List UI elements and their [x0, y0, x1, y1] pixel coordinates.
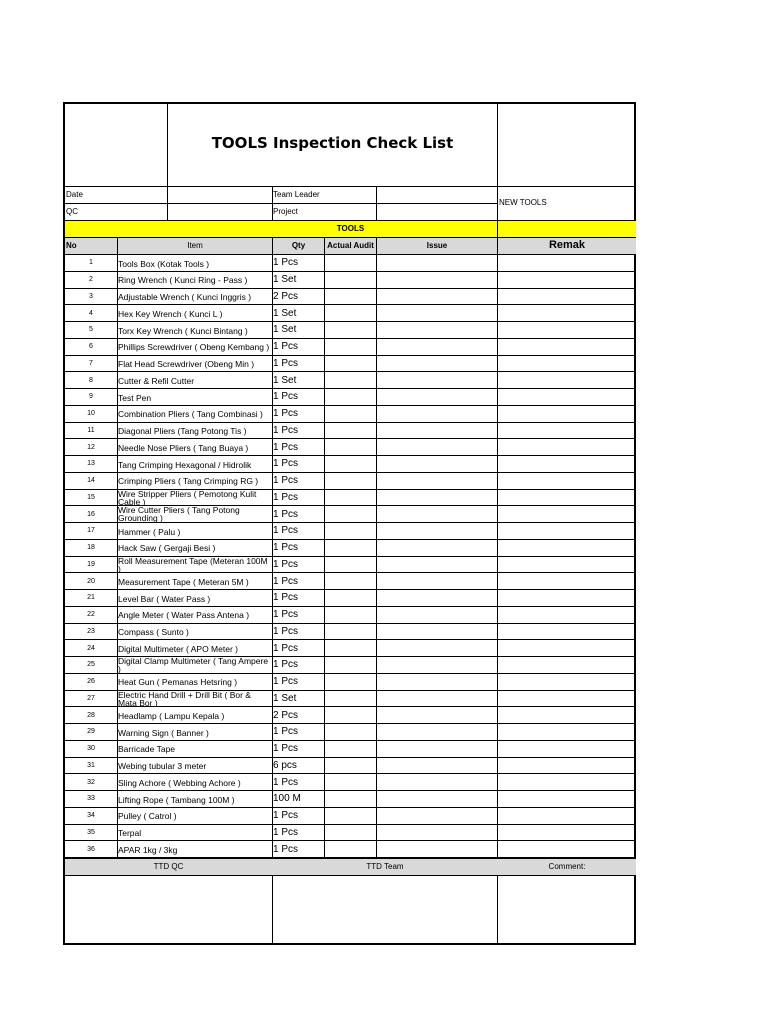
row-item: Digital Multimeter ( APO Meter ): [118, 644, 238, 654]
row-item: Torx Key Wrench ( Kunci Bintang ): [118, 326, 248, 336]
table-row: [65, 506, 636, 523]
issue-cell[interactable]: [377, 557, 497, 574]
row-item: Wire Stripper Pliers ( Pemotong Kulit Cable ): [118, 489, 257, 506]
remak-cell[interactable]: [498, 356, 636, 373]
table-row: [65, 590, 636, 607]
row-qty: 1 Set: [273, 692, 297, 704]
title-bottom-line: [65, 186, 636, 187]
remak-cell[interactable]: [498, 691, 636, 708]
row-number: 6: [89, 343, 93, 351]
page-title: TOOLS Inspection Check List: [211, 134, 454, 152]
table-row: [65, 573, 636, 590]
row-item: Warning Sign ( Banner ): [118, 728, 209, 738]
date-label: Date: [66, 190, 83, 199]
actual-audit-cell[interactable]: [325, 557, 376, 574]
actual-audit-cell[interactable]: [325, 423, 376, 440]
col-line-audit: [376, 238, 377, 858]
row-qty: 1 Pcs: [273, 475, 299, 487]
issue-cell[interactable]: [377, 439, 497, 456]
remak-cell[interactable]: [498, 808, 636, 825]
table-row: [65, 741, 636, 758]
row-qty: 1 Pcs: [273, 525, 299, 537]
actual-audit-cell[interactable]: [325, 490, 376, 507]
row-number: 32: [87, 778, 95, 786]
actual-audit-cell[interactable]: [325, 791, 376, 808]
row-item: Electric Hand Drill + Drill Bit ( Bor & Mata Bor ): [118, 690, 251, 707]
actual-audit-cell[interactable]: [325, 624, 376, 641]
table-row: [65, 557, 636, 574]
table-row: [65, 841, 636, 858]
issue-cell[interactable]: [377, 841, 497, 858]
row-number: 1: [89, 259, 93, 267]
table-row: [65, 356, 636, 373]
table-row: [65, 272, 636, 289]
table-row: [65, 758, 636, 775]
actual-audit-cell[interactable]: [325, 590, 376, 607]
row-qty: 1 Pcs: [273, 558, 299, 570]
table-row: [65, 825, 636, 842]
row-number: 10: [87, 410, 95, 418]
remak-cell[interactable]: [498, 305, 636, 322]
row-item: Hammer ( Palu ): [118, 527, 181, 537]
row-qty: 1 Pcs: [273, 810, 299, 822]
qc-label: QC: [66, 207, 78, 216]
remak-cell[interactable]: [498, 456, 636, 473]
table-row: [65, 339, 636, 356]
row-item: Combination Pliers ( Tang Combinasi ): [118, 410, 263, 420]
row-item: Hack Saw ( Gergaji Besi ): [118, 544, 216, 554]
row-qty: 1 Set: [273, 307, 297, 319]
table-row: [65, 255, 636, 272]
column-header-row: [65, 238, 636, 254]
row-qty: 1 Pcs: [273, 676, 299, 688]
table-row: [65, 791, 636, 808]
row-item: Needle Nose Pliers ( Tang Buaya ): [118, 443, 249, 453]
row-item: APAR 1kg / 3kg: [118, 845, 178, 855]
table-row: [65, 674, 636, 691]
issue-cell[interactable]: [377, 657, 497, 674]
row-qty: 1 Pcs: [273, 592, 299, 604]
issue-cell[interactable]: [377, 389, 497, 406]
actual-audit-cell[interactable]: [325, 657, 376, 674]
issue-cell[interactable]: [377, 808, 497, 825]
row-item: Pulley ( Catrol ): [118, 812, 177, 822]
row-item: Heat Gun ( Pemanas Hetsring ): [118, 678, 238, 688]
comment-label: Comment:: [548, 862, 586, 871]
remak-cell[interactable]: [498, 573, 636, 590]
issue-cell[interactable]: [377, 456, 497, 473]
col-line-item: [272, 238, 273, 875]
actual-audit-cell[interactable]: [325, 339, 376, 356]
row-qty: 1 Pcs: [273, 575, 299, 587]
remak-cell[interactable]: [498, 640, 636, 657]
actual-audit-cell[interactable]: [325, 506, 376, 523]
row-number: 22: [87, 611, 95, 619]
table-row: [65, 707, 636, 724]
table-row: [65, 724, 636, 741]
row-item: Diagonal Pliers (Tang Potong Tis ): [118, 427, 247, 436]
actual-audit-cell[interactable]: [325, 356, 376, 373]
table-row: [65, 473, 636, 490]
row-number: 27: [87, 694, 95, 702]
actual-audit-cell[interactable]: [325, 573, 376, 590]
issue-cell[interactable]: [377, 758, 497, 775]
table-row: [65, 456, 636, 473]
row-item: Level Bar ( Water Pass ): [118, 594, 211, 604]
table-row: [65, 322, 636, 339]
issue-cell[interactable]: [377, 506, 497, 523]
table-row: [65, 406, 636, 423]
tools-section-band: [65, 221, 636, 237]
ttd-team-label: TTD Team: [366, 862, 404, 871]
row-number: 8: [89, 376, 93, 384]
row-item: Crimping Pliers ( Tang Crimping RG ): [118, 477, 259, 487]
issue-cell[interactable]: [377, 372, 497, 389]
row-qty: 1 Pcs: [273, 441, 299, 453]
row-number: 17: [87, 527, 95, 535]
row-item: Roll Measurement Tape (Meteran 100M ): [118, 556, 268, 573]
header-remak: Remak: [548, 239, 586, 251]
remak-cell[interactable]: [498, 372, 636, 389]
actual-audit-cell[interactable]: [325, 473, 376, 490]
actual-audit-cell[interactable]: [325, 289, 376, 306]
row-item: Adjustable Wrench ( Kunci Inggris ): [118, 293, 252, 302]
remak-cell[interactable]: [498, 255, 636, 272]
row-qty: 1 Pcs: [273, 424, 299, 436]
row-qty: 1 Set: [273, 274, 297, 286]
actual-audit-cell[interactable]: [325, 456, 376, 473]
remak-cell[interactable]: [498, 473, 636, 490]
remak-cell[interactable]: [498, 523, 636, 540]
new-tools-label: NEW TOOLS: [499, 198, 547, 207]
remak-cell[interactable]: [498, 389, 636, 406]
actual-audit-cell[interactable]: [325, 255, 376, 272]
row-number: 36: [87, 845, 95, 853]
issue-cell[interactable]: [377, 590, 497, 607]
row-number: 26: [87, 678, 95, 686]
remak-cell[interactable]: [498, 791, 636, 808]
remak-cell[interactable]: [498, 439, 636, 456]
row-item: Tools Box (Kotak Tools ): [118, 259, 210, 269]
issue-cell[interactable]: [377, 741, 497, 758]
actual-audit-cell[interactable]: [325, 758, 376, 775]
row-qty: 1 Set: [273, 374, 297, 386]
table-row: [65, 305, 636, 322]
remak-cell[interactable]: [498, 339, 636, 356]
table-row: [65, 691, 636, 708]
remak-cell[interactable]: [498, 607, 636, 624]
issue-cell[interactable]: [377, 691, 497, 708]
row-item: Digital Clamp Multimeter ( Tang Ampere ): [118, 657, 269, 673]
table-row: [65, 523, 636, 540]
issue-cell[interactable]: [377, 724, 497, 741]
row-item: Measurement Tape ( Meteran 5M ): [118, 577, 249, 587]
remak-cell[interactable]: [498, 825, 636, 842]
issue-cell[interactable]: [377, 674, 497, 691]
issue-cell[interactable]: [377, 473, 497, 490]
actual-audit-cell[interactable]: [325, 607, 376, 624]
table-row: [65, 439, 636, 456]
table-row: [65, 808, 636, 825]
remak-cell[interactable]: [498, 707, 636, 724]
issue-cell[interactable]: [377, 423, 497, 440]
row-qty: 1 Pcs: [273, 743, 299, 755]
row-number: 20: [87, 577, 95, 585]
issue-cell[interactable]: [377, 339, 497, 356]
team-signature-box[interactable]: [273, 876, 497, 945]
ttd-qc-label: TTD QC: [153, 862, 184, 871]
table-row: [65, 540, 636, 557]
table-row: [65, 607, 636, 624]
actual-audit-cell[interactable]: [325, 841, 376, 858]
row-item: Cutter & Refil Cutter: [118, 376, 195, 386]
row-qty: 1 Pcs: [273, 508, 299, 520]
row-item: Tang Crimping Hexagonal / Hidrolik: [118, 460, 252, 470]
remak-cell[interactable]: [498, 322, 636, 339]
row-qty: 1 Pcs: [273, 257, 299, 269]
issue-cell[interactable]: [377, 774, 497, 791]
inspection-checklist-sheet: [63, 102, 636, 945]
team-leader-field[interactable]: [377, 187, 497, 203]
row-qty: 1 Pcs: [273, 625, 299, 637]
row-qty: 1 Pcs: [273, 659, 299, 671]
header-issue: Issue: [426, 241, 448, 250]
row-qty: 1 Pcs: [273, 726, 299, 738]
row-qty: 1 Pcs: [273, 408, 299, 420]
issue-cell[interactable]: [377, 707, 497, 724]
actual-audit-cell[interactable]: [325, 389, 376, 406]
row-qty: 1 Pcs: [273, 357, 299, 369]
row-qty: 100 M: [273, 793, 301, 805]
remak-cell[interactable]: [498, 741, 636, 758]
remak-cell[interactable]: [498, 540, 636, 557]
row-qty: 1 Pcs: [273, 542, 299, 554]
actual-audit-cell[interactable]: [325, 640, 376, 657]
col-line-no: [117, 238, 118, 858]
row-number: 7: [89, 359, 93, 367]
row-number: 23: [87, 627, 95, 635]
row-number: 35: [87, 828, 95, 836]
issue-cell[interactable]: [377, 255, 497, 272]
header-actual-audit: Actual Audit: [327, 241, 374, 250]
row-item: Barricade Tape: [118, 745, 176, 755]
row-qty: 1 Pcs: [273, 391, 299, 403]
row-qty: 1 Pcs: [273, 458, 299, 470]
header-item: Item: [187, 241, 203, 250]
row-qty: 6 pcs: [273, 759, 297, 771]
table-row: [65, 372, 636, 389]
row-number: 31: [87, 761, 95, 769]
issue-cell[interactable]: [377, 322, 497, 339]
tools-section-label: TOOLS: [336, 224, 365, 233]
issue-cell[interactable]: [377, 406, 497, 423]
row-item: Angle Meter ( Water Pass Antena ): [118, 611, 250, 621]
remak-cell[interactable]: [498, 406, 636, 423]
row-number: 24: [87, 644, 95, 652]
remak-cell[interactable]: [498, 657, 636, 674]
remak-cell[interactable]: [498, 272, 636, 289]
actual-audit-cell[interactable]: [325, 707, 376, 724]
row-item: Lifting Rope ( Tambang 100M ): [118, 795, 235, 805]
issue-cell[interactable]: [377, 640, 497, 657]
issue-cell[interactable]: [377, 624, 497, 641]
table-row: [65, 774, 636, 791]
row-item: Test Pen: [118, 393, 152, 403]
top-right-cell: [498, 104, 636, 186]
row-number: 9: [89, 393, 93, 401]
row-item: Sling Achore ( Webbing Achore ): [118, 778, 241, 788]
row-number: 16: [87, 510, 95, 518]
issue-cell[interactable]: [377, 791, 497, 808]
row-qty: 1 Pcs: [273, 642, 299, 654]
row-number: 28: [87, 711, 95, 719]
actual-audit-cell[interactable]: [325, 305, 376, 322]
info-divider-4: [497, 186, 498, 220]
logo-cell: [65, 104, 167, 186]
project-label: Project: [273, 207, 298, 216]
row-item: Ring Wrench ( Kunci Ring - Pass ): [118, 276, 248, 286]
row-qty: 2 Pcs: [273, 290, 299, 302]
row-number: 34: [87, 812, 95, 820]
project-field[interactable]: [377, 204, 497, 220]
table-row: [65, 640, 636, 657]
actual-audit-cell[interactable]: [325, 774, 376, 791]
row-qty: 1 Pcs: [273, 776, 299, 788]
issue-cell[interactable]: [377, 607, 497, 624]
row-number: 13: [87, 460, 95, 468]
actual-audit-cell[interactable]: [325, 322, 376, 339]
row-number: 14: [87, 477, 95, 485]
issue-cell[interactable]: [377, 289, 497, 306]
actual-audit-cell[interactable]: [325, 741, 376, 758]
issue-cell[interactable]: [377, 356, 497, 373]
actual-audit-cell[interactable]: [325, 691, 376, 708]
table-row: [65, 490, 636, 507]
row-item: Hex Key Wrench ( Kunci L ): [118, 309, 223, 319]
issue-cell[interactable]: [377, 540, 497, 557]
row-number: 29: [87, 728, 95, 736]
table-row: [65, 423, 636, 440]
table-row: [65, 289, 636, 306]
table-row: [65, 624, 636, 641]
row-number: 11: [87, 426, 95, 434]
table-row: [65, 657, 636, 674]
remak-cell[interactable]: [498, 758, 636, 775]
actual-audit-cell[interactable]: [325, 808, 376, 825]
row-number: 2: [89, 276, 93, 284]
actual-audit-cell[interactable]: [325, 540, 376, 557]
remak-cell[interactable]: [498, 557, 636, 574]
row-item: Flat Head Screwdriver (Obeng Min ): [118, 360, 255, 369]
actual-audit-cell[interactable]: [325, 439, 376, 456]
row-number: 4: [89, 309, 93, 317]
actual-audit-cell[interactable]: [325, 825, 376, 842]
row-number: 25: [87, 661, 95, 669]
col-line-qty: [324, 238, 325, 858]
row-qty: 1 Pcs: [273, 341, 299, 353]
header-qty: Qty: [291, 241, 306, 250]
tools-table-body: [65, 255, 636, 858]
remak-cell[interactable]: [498, 774, 636, 791]
remak-cell[interactable]: [498, 624, 636, 641]
remak-cell[interactable]: [498, 506, 636, 523]
row-number: 19: [87, 560, 95, 568]
actual-audit-cell[interactable]: [325, 674, 376, 691]
remak-cell[interactable]: [498, 674, 636, 691]
row-number: 3: [89, 292, 93, 300]
row-qty: 1 Pcs: [273, 826, 299, 838]
row-item: Terpal: [118, 829, 142, 838]
footer-header-row: [65, 859, 636, 875]
issue-cell[interactable]: [377, 305, 497, 322]
row-number: 15: [87, 493, 95, 501]
actual-audit-cell[interactable]: [325, 724, 376, 741]
issue-cell[interactable]: [377, 573, 497, 590]
row-item: Headlamp ( Lampu Kepala ): [118, 711, 225, 721]
issue-cell[interactable]: [377, 272, 497, 289]
row-number: 21: [87, 594, 95, 602]
actual-audit-cell[interactable]: [325, 406, 376, 423]
row-number: 12: [87, 443, 95, 451]
remak-cell[interactable]: [498, 490, 636, 507]
table-row: [65, 389, 636, 406]
row-number: 5: [89, 326, 93, 334]
actual-audit-cell[interactable]: [325, 372, 376, 389]
row-qty: 2 Pcs: [273, 709, 299, 721]
header-no: No: [66, 241, 77, 250]
row-item: Wire Cutter Pliers ( Tang Potong Grounding ): [118, 506, 240, 523]
row-item: Compass ( Sunto ): [118, 628, 189, 637]
row-qty: 1 Pcs: [273, 491, 299, 503]
issue-cell[interactable]: [377, 523, 497, 540]
remak-cell[interactable]: [498, 423, 636, 440]
row-number: 30: [87, 745, 95, 753]
issue-cell[interactable]: [377, 825, 497, 842]
date-field[interactable]: [168, 187, 272, 203]
remak-cell[interactable]: [498, 289, 636, 306]
row-qty: 1 Set: [273, 324, 297, 336]
actual-audit-cell[interactable]: [325, 523, 376, 540]
remak-cell[interactable]: [498, 590, 636, 607]
row-number: 18: [87, 544, 95, 552]
row-qty: 1 Pcs: [273, 609, 299, 621]
qc-signature-box[interactable]: [65, 876, 272, 945]
remak-cell[interactable]: [498, 724, 636, 741]
team-leader-label: Team Leader: [273, 190, 320, 199]
row-item: Webing tubular 3 meter: [118, 762, 207, 771]
col-line-issue: [497, 220, 498, 875]
remak-cell[interactable]: [498, 841, 636, 858]
row-number: 33: [87, 795, 95, 803]
row-item: Phillips Screwdriver ( Obeng Kembang ): [118, 343, 270, 353]
actual-audit-cell[interactable]: [325, 272, 376, 289]
comment-box[interactable]: [498, 876, 636, 945]
issue-cell[interactable]: [377, 490, 497, 507]
row-qty: 1 Pcs: [273, 843, 299, 855]
qc-field[interactable]: [168, 204, 272, 220]
